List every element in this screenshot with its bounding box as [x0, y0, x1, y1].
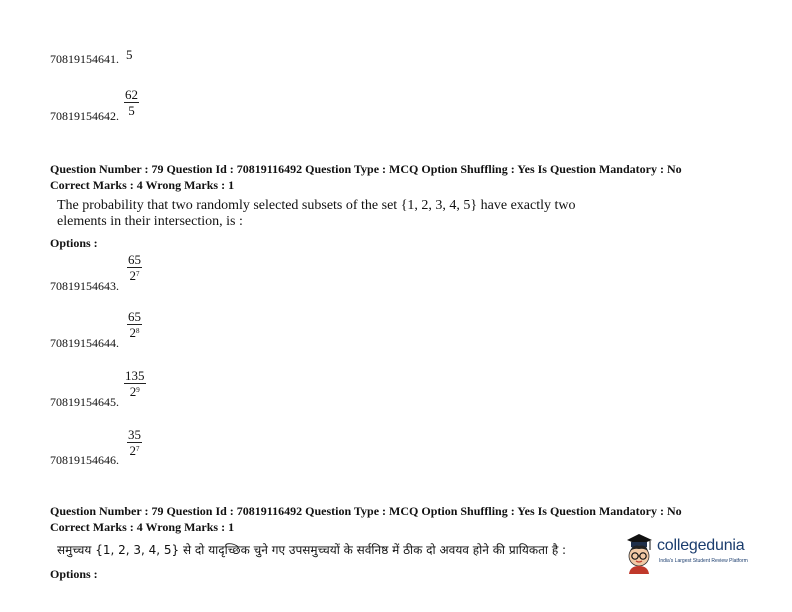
option-id: 70819154643.	[50, 279, 119, 293]
question-header: Question Number : 79 Question Id : 70819116492 Question Type : MCQ Option Shuffling : Yes Is Question Mandatory : No	[50, 162, 682, 176]
fraction-numerator: 135	[125, 368, 145, 383]
question-text-hindi: समुच्चय {1, 2, 3, 4, 5} से दो यादृच्छिक चुने गए उपसमुच्चयों के सर्वनिष्ठ में ठीक दो अवयव होने की प्रायिकता है :	[57, 543, 567, 557]
fraction-numerator: 62	[125, 87, 138, 102]
fraction-denominator: $2^7$	[129, 268, 140, 283]
question-header: Question Number : 79 Question Id : 70819116492 Question Type : MCQ Option Shuffling : Yes Is Question Mandatory : No	[50, 504, 682, 518]
options-label: Options :	[50, 236, 98, 250]
marks-line: Correct Marks : 4 Wrong Marks : 1	[50, 178, 235, 192]
option-id: 70819154641.	[50, 52, 119, 66]
option-fraction	[124, 88, 139, 118]
collegedunia-logo	[622, 530, 772, 578]
fraction-denominator: 5	[128, 103, 135, 118]
option-fraction	[124, 369, 146, 399]
question-text-line-1: The probability that two randomly selected subsets of the set {1, 2, 3, 4, 5} have exactly two	[57, 198, 576, 213]
question-text-line-2: elements in their intersection, is :	[57, 214, 243, 229]
option-id: 70819154646.	[50, 453, 119, 467]
fraction-numerator: 65	[128, 252, 141, 267]
option-id: 70819154645.	[50, 395, 119, 409]
logo-tagline: India's Largest Student Review Platform	[659, 558, 748, 564]
option-fraction	[127, 310, 142, 340]
option-id: 70819154644.	[50, 336, 119, 350]
fraction-denominator: $2^9$	[129, 384, 140, 399]
student-mascot-icon	[622, 530, 656, 574]
logo-wordmark: collegedunia	[657, 537, 745, 554]
marks-line: Correct Marks : 4 Wrong Marks : 1	[50, 520, 235, 534]
option-id: 70819154642.	[50, 109, 119, 123]
option-fraction	[127, 428, 142, 458]
fraction-numerator: 35	[128, 427, 141, 442]
option-value: 5	[126, 47, 133, 62]
fraction-numerator: 65	[128, 309, 141, 324]
options-label: Options :	[50, 567, 98, 581]
fraction-denominator: $2^7$	[129, 443, 140, 458]
option-fraction	[127, 253, 142, 283]
fraction-denominator: $2^8$	[129, 325, 140, 340]
